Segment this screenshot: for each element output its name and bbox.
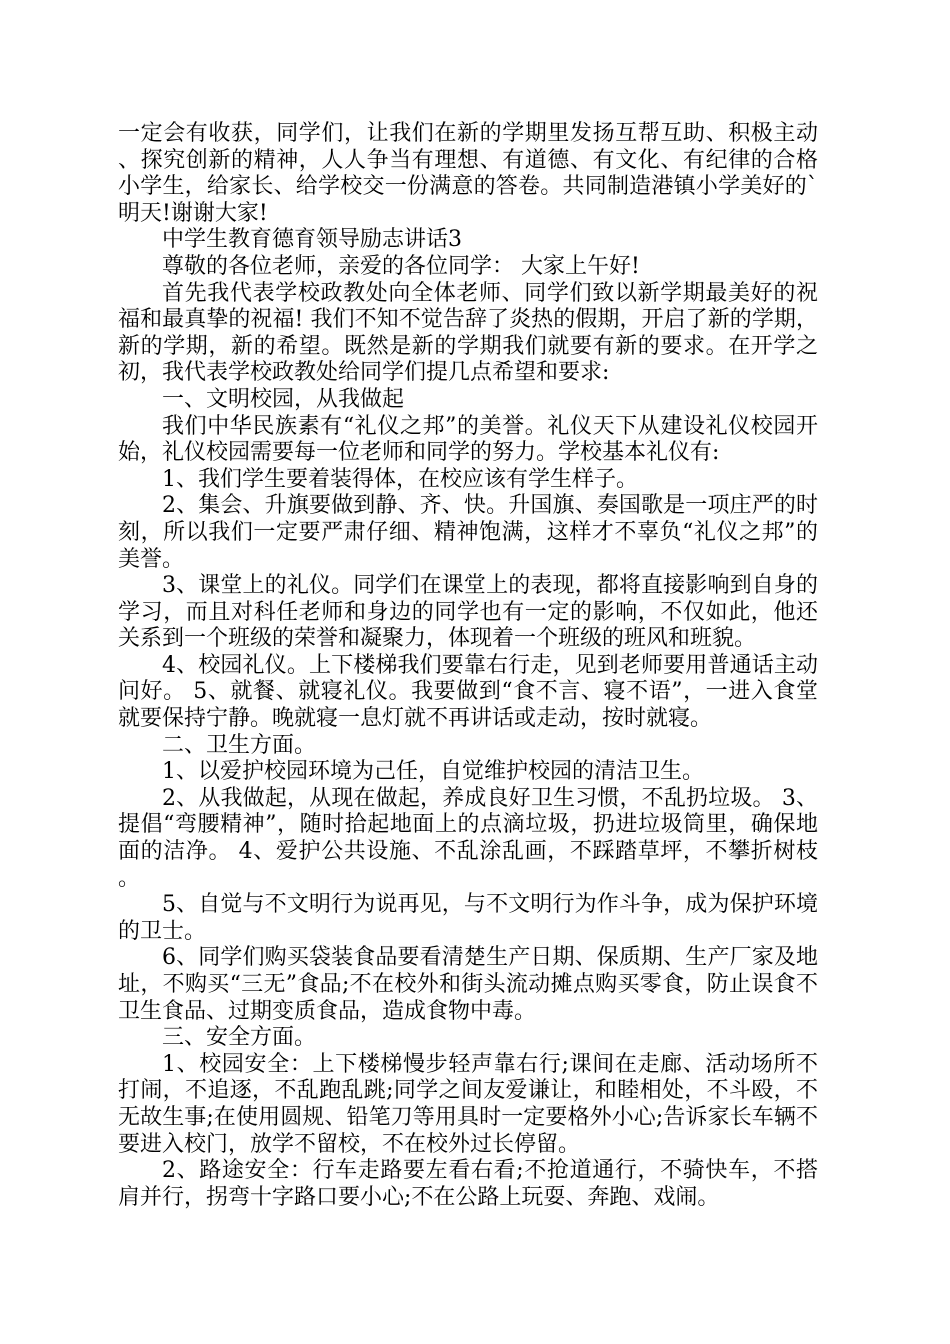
list-item-hygiene-6: 6、同学们购买袋装食品要看清楚生产日期、保质期、生产厂家及地址，不购买“三无”食品;不在校外和街头流动摊点购买零食，防止误食不卫生食品、过期变质食品，造成食物中毒。 [118, 945, 818, 1024]
section-heading-safety: 三、安全方面。 [162, 1025, 317, 1051]
salutation: 尊敬的各位老师，亲爱的各位同学： 大家上午好! [162, 253, 640, 279]
paragraph-closing-remarks: 一定会有收获，同学们，让我们在新的学期里发扬互帮互助、积极主动、探究创新的精神，人人争当有理想、有道德、有文化、有纪律的合格小学生，给家长、给学校交一份满意的答卷。共同制造港镇小学美好的`明天!谢谢大家! [118, 121, 818, 226]
paragraph-etiquette-intro: 我们中华民族素有“礼仪之邦”的美誉。礼仪天下从建设礼仪校园开始，礼仪校园需要每一位老师和同学的努力。学校基本礼仪有: [118, 413, 818, 466]
list-item-road-safety: 2、路途安全：行车走路要左看右看;不抢道通行，不骑快车，不搭肩并行，拐弯十字路口要小心;不在公路上玩耍、奔跑、戏闹。 [118, 1158, 818, 1210]
section-heading-civility: 一、文明校园，从我做起 [162, 386, 405, 412]
list-item-hygiene-1: 1、以爱护校园环境为己任，自觉维护校园的清洁卫生。 [162, 759, 704, 785]
speech-title: 中学生教育德育领导励志讲话3 [162, 227, 462, 253]
list-item-hygiene-2: 2、从我做起，从现在做起，养成良好卫生习惯，不乱扔垃圾。 3、提倡“弯腰精神”，随时拾起地面上的点滴垃圾，扔进垃圾筒里，确保地面的洁净。 4、爱护公共设施、不乱涂乱画，不踩踏草坪，不攀折树枝。 [118, 785, 818, 891]
list-item-dress: 1、我们学生要着装得体，在校应该有学生样子。 [162, 466, 638, 492]
list-item-campus-etiquette: 4、校园礼仪。上下楼梯我们要靠右行走，见到老师要用普通话主动问好。 5、就餐、就寝礼仪。我要做到“食不言、寝不语”，一进入食堂就要保持宁静。晚就寝一息灯就不再讲话或走动，按时就寝。 [118, 652, 818, 732]
paragraph-opening: 首先我代表学校政教处向全体老师、同学们致以新学期最美好的祝福和最真挚的祝福! 我们不知不觉告辞了炎热的假期，开启了新的学期，新的学期，新的希望。既然是新的学期我们就要有新的要求。在开学之初，我代表学校政教处给同学们提几点希望和要求: [118, 280, 818, 386]
section-heading-hygiene: 二、卫生方面。 [162, 732, 317, 758]
list-item-classroom: 3、课堂上的礼仪。同学们在课堂上的表现，都将直接影响到自身的学习，而且对科任老师和身边的同学也有一定的影响，不仅如此，他还关系到一个班级的荣誉和凝聚力，体现着一个班级的班风和班貌。 [118, 573, 818, 652]
document-page [118, 121, 818, 1211]
list-item-assembly: 2、集会、升旗要做到静、齐、快。升国旗、奏国歌是一项庄严的时刻，所以我们一定要严肃仔细、精神饱满，这样才不辜负“礼仪之邦”的美誉。 [118, 493, 818, 572]
list-item-campus-safety: 1、校园安全：上下楼梯慢步轻声靠右行;课间在走廊、活动场所不打闹，不追逐，不乱跑乱跳;同学之间友爱谦让，和睦相处，不斗殴，不无故生事;在使用圆规、铅笔刀等用具时一定要格外小心;告诉家长车辆不要进入校门，放学不留校，不在校外过长停留。 [118, 1051, 818, 1157]
list-item-hygiene-5: 5、自觉与不文明行为说再见，与不文明行为作斗争，成为保护环境的卫士。 [118, 892, 818, 944]
